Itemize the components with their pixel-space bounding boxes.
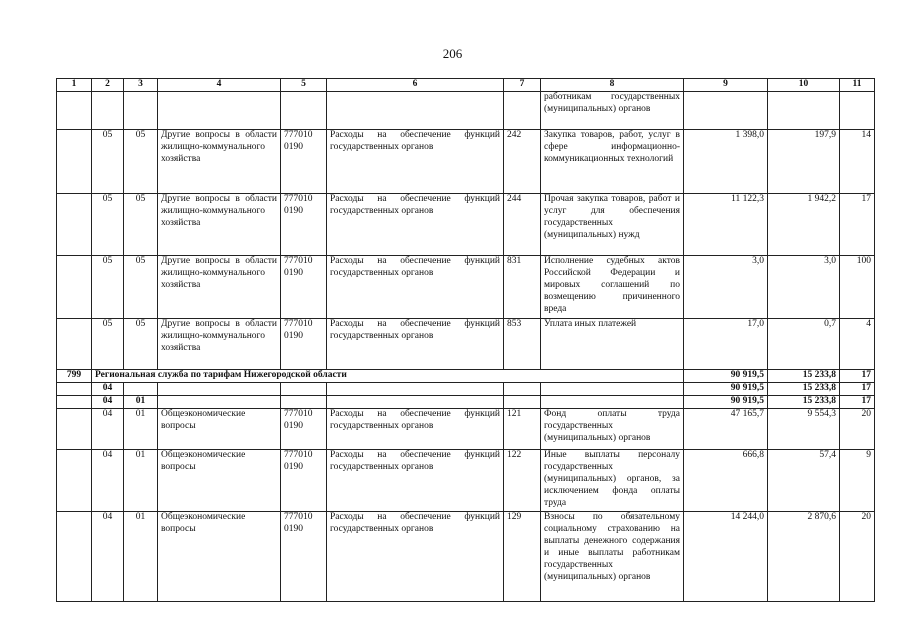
cell-col-c3: 01 <box>124 409 158 450</box>
column-header-8: 8 <box>541 79 684 92</box>
cell-col-c9: 90 919,5 <box>684 370 768 383</box>
table-row <box>57 450 875 512</box>
cell-col-c7: 831 <box>504 256 541 319</box>
empty-cell <box>281 383 327 396</box>
cell-col-c10: 15 233,8 <box>768 383 840 396</box>
header-row <box>57 79 875 92</box>
cell-col-c5 <box>281 92 327 130</box>
cell-col-c2: 05 <box>92 256 124 319</box>
column-header-3: 3 <box>124 79 158 92</box>
cell-col-c9: 47 165,7 <box>684 409 768 450</box>
table-row <box>57 130 875 194</box>
cell-col-c1 <box>57 194 92 256</box>
cell-col-c10: 9 554,3 <box>768 409 840 450</box>
empty-cell <box>541 383 684 396</box>
cell-col-c9: 666,8 <box>684 450 768 512</box>
cell-col-c3 <box>124 92 158 130</box>
cell-col-c1 <box>57 256 92 319</box>
cell-col-c8: Иные выплаты персоналу государственных (муниципальных) органов, за исключением фонда оплаты труда <box>541 450 684 512</box>
table-row <box>57 194 875 256</box>
column-header-7: 7 <box>504 79 541 92</box>
empty-cell <box>541 396 684 409</box>
empty-cell <box>504 383 541 396</box>
cell-col-c6: Расходы на обеспечение функций государственных органов <box>327 319 504 370</box>
cell-col-c8: Уплата иных платежей <box>541 319 684 370</box>
cell-col-c9: 1 398,0 <box>684 130 768 194</box>
empty-cell <box>281 396 327 409</box>
cell-col-c6: Расходы на обеспечение функций государственных органов <box>327 130 504 194</box>
cell-col-c8: работникам государственных (муниципальных) органов <box>541 92 684 130</box>
cell-col-c9: 90 919,5 <box>684 396 768 409</box>
cell-col-c11: 17 <box>840 370 875 383</box>
cell-col-c7: 129 <box>504 512 541 602</box>
cell-col-c8: Прочая закупка товаров, работ и услуг для обеспечения государственных (муниципальных) нужд <box>541 194 684 256</box>
cell-col-c11: 17 <box>840 194 875 256</box>
cell-col-c2: 05 <box>92 319 124 370</box>
cell-col-c1 <box>57 319 92 370</box>
cell-col-c2: 04 <box>92 512 124 602</box>
cell-col-c6: Расходы на обеспечение функций государственных органов <box>327 512 504 602</box>
column-header-2: 2 <box>92 79 124 92</box>
column-header-10: 10 <box>768 79 840 92</box>
cell-col-c11: 14 <box>840 130 875 194</box>
cell-col-c1 <box>57 512 92 602</box>
cell-col-c5: 777010 0190 <box>281 409 327 450</box>
cell-col-c5: 777010 0190 <box>281 130 327 194</box>
empty-cell <box>327 396 504 409</box>
cell-col-c9: 90 919,5 <box>684 383 768 396</box>
cell-col-c7: 121 <box>504 409 541 450</box>
cell-col-c2: 05 <box>92 130 124 194</box>
cell-col-c2: 05 <box>92 194 124 256</box>
cell-col-c3: 05 <box>124 319 158 370</box>
cell-col-c3: 01 <box>124 512 158 602</box>
cell-col-c3: 01 <box>124 450 158 512</box>
cell-col-c4: Другие вопросы в области жилищно-коммунального хозяйства <box>158 319 281 370</box>
cell-col-c3 <box>124 383 158 396</box>
cell-col-c8: Закупка товаров, работ, услуг в сфере информационно-коммуникационных технологий <box>541 130 684 194</box>
column-header-9: 9 <box>684 79 768 92</box>
cell-col-c2: 04 <box>92 450 124 512</box>
table-body <box>57 92 875 602</box>
cell-col-c10: 57,4 <box>768 450 840 512</box>
cell-col-c5: 777010 0190 <box>281 194 327 256</box>
table-row <box>57 383 875 396</box>
cell-col-c8: Взносы по обязательному социальному страхованию на выплаты денежного содержания и иные выплаты работникам государственных (муниципальных) органов <box>541 512 684 602</box>
cell-col-c11: 9 <box>840 450 875 512</box>
cell-col-c8: Исполнение судебных актов Российской Федерации и мировых соглашений по возмещению причиненного вреда <box>541 256 684 319</box>
cell-col-c8: Фонд оплаты труда государственных (муниципальных) органов <box>541 409 684 450</box>
cell-col-c7: 122 <box>504 450 541 512</box>
cell-col-c9: 3,0 <box>684 256 768 319</box>
cell-col-c11: 17 <box>840 383 875 396</box>
cell-col-c9: 17,0 <box>684 319 768 370</box>
table-row <box>57 512 875 602</box>
cell-col-c4: Общеэкономические вопросы <box>158 450 281 512</box>
cell-col-c2: 04 <box>92 409 124 450</box>
budget-table <box>56 78 875 602</box>
cell-col-c1 <box>57 130 92 194</box>
cell-col-c7 <box>504 92 541 130</box>
cell-col-c2: 04 <box>92 383 124 396</box>
table-row <box>57 396 875 409</box>
cell-col-c3: 05 <box>124 194 158 256</box>
empty-cell <box>327 383 504 396</box>
organization-title: Региональная служба по тарифам Нижегородской области <box>92 370 684 383</box>
cell-col-c7: 242 <box>504 130 541 194</box>
cell-col-c4: Другие вопросы в области жилищно-коммунального хозяйства <box>158 130 281 194</box>
cell-col-c10: 1 942,2 <box>768 194 840 256</box>
cell-col-c4: Общеэкономические вопросы <box>158 409 281 450</box>
cell-col-c9: 11 122,3 <box>684 194 768 256</box>
table-row <box>57 92 875 130</box>
column-header-4: 4 <box>158 79 281 92</box>
cell-col-c2: 04 <box>92 396 124 409</box>
empty-cell <box>57 396 92 409</box>
cell-col-c5: 777010 0190 <box>281 256 327 319</box>
cell-col-c1 <box>57 450 92 512</box>
cell-col-c5: 777010 0190 <box>281 512 327 602</box>
empty-cell <box>504 396 541 409</box>
cell-col-c11: 4 <box>840 319 875 370</box>
column-header-1: 1 <box>57 79 92 92</box>
empty-cell <box>158 383 281 396</box>
cell-col-c11: 20 <box>840 512 875 602</box>
column-header-6: 6 <box>327 79 504 92</box>
cell-col-c11: 100 <box>840 256 875 319</box>
cell-col-c6: Расходы на обеспечение функций государственных органов <box>327 194 504 256</box>
cell-col-c7: 244 <box>504 194 541 256</box>
cell-col-c6: Расходы на обеспечение функций государственных органов <box>327 256 504 319</box>
table-row <box>57 409 875 450</box>
cell-col-c10: 197,9 <box>768 130 840 194</box>
cell-col-c4 <box>158 92 281 130</box>
cell-col-c10: 0,7 <box>768 319 840 370</box>
empty-cell <box>158 396 281 409</box>
table-row <box>57 319 875 370</box>
cell-col-c10: 15 233,8 <box>768 370 840 383</box>
cell-col-c11 <box>840 92 875 130</box>
cell-col-c9 <box>684 92 768 130</box>
cell-col-c3: 01 <box>124 396 158 409</box>
cell-col-c3: 05 <box>124 256 158 319</box>
cell-col-c4: Общеэкономические вопросы <box>158 512 281 602</box>
cell-col-c6: Расходы на обеспечение функций государственных органов <box>327 409 504 450</box>
cell-col-c5: 777010 0190 <box>281 450 327 512</box>
cell-col-c4: Другие вопросы в области жилищно-коммунального хозяйства <box>158 256 281 319</box>
page-number: 206 <box>442 46 463 61</box>
cell-col-c10: 2 870,6 <box>768 512 840 602</box>
cell-col-c6 <box>327 92 504 130</box>
column-header-5: 5 <box>281 79 327 92</box>
table-row <box>57 256 875 319</box>
cell-col-c11: 17 <box>840 396 875 409</box>
cell-col-c2 <box>92 92 124 130</box>
table-row <box>57 370 875 383</box>
cell-col-c3: 05 <box>124 130 158 194</box>
cell-col-c10: 15 233,8 <box>768 396 840 409</box>
cell-col-c5: 777010 0190 <box>281 319 327 370</box>
cell-col-c4: Другие вопросы в области жилищно-коммунального хозяйства <box>158 194 281 256</box>
cell-col-c1 <box>57 409 92 450</box>
cell-col-c9: 14 244,0 <box>684 512 768 602</box>
column-header-11: 11 <box>840 79 875 92</box>
cell-col-c6: Расходы на обеспечение функций государственных органов <box>327 450 504 512</box>
cell-col-c1: 799 <box>57 370 92 383</box>
cell-col-c7: 853 <box>504 319 541 370</box>
empty-cell <box>57 383 92 396</box>
cell-col-c11: 20 <box>840 409 875 450</box>
cell-col-c10: 3,0 <box>768 256 840 319</box>
cell-col-c1 <box>57 92 92 130</box>
cell-col-c10 <box>768 92 840 130</box>
